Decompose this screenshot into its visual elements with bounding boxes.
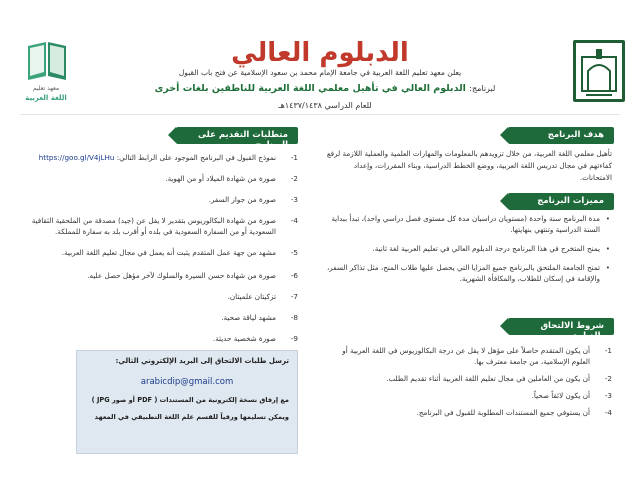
requirement-text: مشهد من جهة عمل المتقدم يثبت أنه يعمل في مجال تعليم اللغة العربية. (61, 248, 276, 257)
institute-logo (14, 36, 78, 110)
condition-item (322, 390, 612, 401)
features-list (318, 213, 612, 292)
page-title: الدبلوم العالي (231, 38, 409, 68)
requirement-text: صورة شخصية حديثة. (212, 334, 276, 343)
feature-item: • مدة البرنامج سنة واحدة (مستويان دراسيان مدة كل مستوى فصل دراسي واحد)، تبدأ ببداية السنة الدراسية وتنتهي بنهايتها. (318, 213, 612, 235)
condition-item (322, 345, 612, 367)
features-heading: مميزات البرنامج (508, 193, 614, 210)
requirement-number: 5- (290, 248, 298, 257)
condition-text: أن يستوفي جميع المستندات المطلوبة للقبول في البرنامج. (416, 408, 590, 417)
requirement-item (24, 291, 298, 302)
condition-number: 3- (604, 391, 612, 400)
program-line (130, 83, 520, 94)
requirement-text: تزكيتان علميتان. (227, 292, 276, 301)
requirement-text: صورة من شهادة البكالوريوس بتقدير لا يقل عن (جيد) مصدقة من الملحقية الثقافية السعودية أو من السفارة السعودية في بلده أو أقرب بلد به سفارة للمملكة. (31, 216, 276, 236)
announcement-text: يعلن معهد تعليم اللغة العربية في جامعة الإمام محمد بن سعود الإسلامية عن فتح باب القبول (178, 68, 462, 77)
requirement-text: صورة من شهادة الميلاد أو من الهوية. (165, 174, 276, 183)
requirement-text: صورة من شهادة حسن السيرة والسلوك لآخر مؤهل حصل عليه. (87, 271, 276, 280)
conditions-list (322, 345, 612, 424)
university-logo (573, 40, 625, 102)
condition-text: أن يكون من العاملين في مجال تعليم اللغة العربية أثناء تقديم الطلب. (386, 374, 590, 383)
requirement-text: نموذج القبول في البرنامج الموجود على الرابط التالي: (116, 153, 276, 162)
requirement-number: 4- (290, 216, 298, 225)
requirement-number: 8- (290, 313, 298, 322)
goal-heading: هدف البرنامج (508, 127, 614, 144)
condition-number: 1- (604, 346, 612, 355)
academic-year: للعام الدراسي ١٤٣٧/١٤٣٨هـ (278, 101, 372, 110)
requirement-item (24, 152, 298, 163)
conditions-heading: شروط الالتحاق بالدبلوم (508, 318, 614, 335)
requirement-item (24, 194, 298, 205)
condition-text: أن يكون المتقدم حاصلاً على مؤهل لا يقل عن درجة البكالوريوس في اللغة العربية أو العلوم الإسلامية، من جامعة معترف بها. (342, 346, 590, 366)
logo-label-line1: معهد تعليم (32, 85, 60, 92)
goal-text: تأهيل معلمي اللغة العربية، من خلال تزويدهم بالمعلومات والمهارات العلمية والعملية اللازمة لرفع كفاءتهم في مجال تدريس اللغة العربية، ووضع الخطط الدراسية، وبناء المقررات، وإعداد الامتحانات. (326, 149, 612, 182)
condition-number: 2- (604, 374, 612, 383)
requirement-number: 6- (290, 271, 298, 280)
mosque-emblem-icon (576, 43, 622, 99)
requirements-list (24, 152, 298, 350)
program-prefix: لبرنامج: (469, 84, 496, 93)
requirement-item (24, 247, 298, 258)
contact-box (76, 350, 298, 454)
contact-attachment-note: مع إرفاق نسخة إلكترونية من المستندات ( PDF أو صور JPG ) (91, 396, 289, 404)
requirement-item (24, 312, 298, 323)
contact-email-link[interactable]: arabicdip@gmail.com (140, 377, 234, 387)
feature-item: • يمنح المتخرج في هذا البرنامج درجة الدبلوم العالي في تعليم العربية لغة ثانية. (318, 243, 612, 254)
requirement-item (24, 270, 298, 281)
requirement-item (24, 333, 298, 344)
condition-text: أن يكون لائقاً صحياً. (531, 391, 590, 400)
requirement-number: 2- (290, 174, 298, 183)
book-icon (24, 36, 70, 82)
contact-instruction: ترسل طلبات الالتحاق إلى البريد الإلكتروني التالي: (115, 357, 289, 365)
contact-paper-note: ويمكن تسليمها ورقياً للقسم علم اللغة التطبيقي في المعهد (94, 413, 289, 421)
requirement-item (24, 173, 298, 184)
requirement-text: صورة من جواز السفر. (208, 195, 276, 204)
logo-label-line2: اللغة العربية (25, 94, 67, 102)
condition-item (322, 407, 612, 418)
requirement-number: 1- (290, 153, 298, 162)
application-form-link[interactable]: https://goo.gl/V4jLHu (38, 153, 115, 162)
requirement-text: مشهد لياقة صحية. (221, 313, 276, 322)
requirement-number: 3- (290, 195, 298, 204)
program-name: الدبلوم العالي في تأهيل معلمي اللغة العربية للناطقين بلغات أخرى (154, 83, 466, 94)
requirement-number: 7- (290, 292, 298, 301)
feature-item: • تمنح الجامعة الملتحق بالبرنامج جميع المزايا التي يحصل عليها طلاب المنح، مثل تذاكر السفر، والإقامة في إسكان للطلاب، والمكافأة الشهرية. (318, 262, 612, 284)
requirement-item (24, 215, 298, 237)
header-divider (20, 114, 620, 115)
requirement-number: 9- (290, 334, 298, 343)
requirements-heading: متطلبات التقديم على البرنامج (176, 127, 298, 144)
condition-number: 4- (604, 408, 612, 417)
condition-item (322, 373, 612, 384)
